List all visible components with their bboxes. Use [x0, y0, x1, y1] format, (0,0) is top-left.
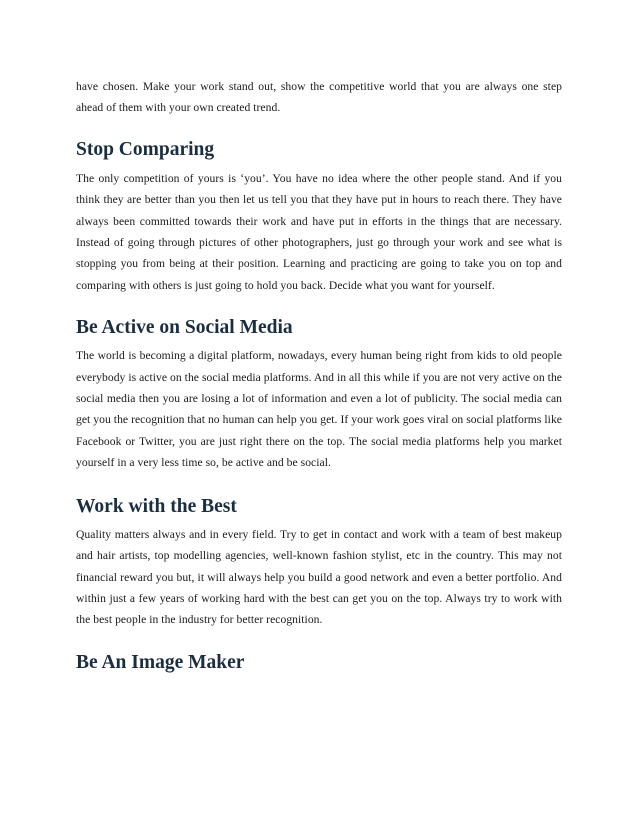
heading-work-with-the-best: Work with the Best: [76, 495, 237, 517]
paragraph-stop-comparing: The only competition of yours is ‘you’. You have no idea where the other people stand. And if you think they are better than you then let us tell you that they have put in hours to reach there. They have always been committed towards their work and have put in efforts in the things that are necessary. Instead of going through pictures of other photographers, just go through your work and see what is stopping you from being at their position. Learning and practicing are going to take you on top and comparing with others is just going to hold you back. Decide what you want for yourself.: [76, 171, 562, 292]
paragraph-be-active-on-social-media: The world is becoming a digital platform, nowadays, every human being right from kids to old people everybody is active on the social media platforms. And in all this while if you are not very active on the social media then you are losing a lot of information and even a lot of publicity. The social media can get you the recognition that no human can help you get. If your work goes viral on social platforms like Facebook or Twitter, you are just right there on the top. The social media platforms help you market yourself in a very less time so, be active and be social.: [76, 349, 562, 470]
heading-be-an-image-maker: Be An Image Maker: [76, 651, 245, 673]
heading-stop-comparing: Stop Comparing: [76, 138, 215, 160]
heading-be-active-on-social-media: Be Active on Social Media: [76, 317, 293, 339]
paragraph-work-with-the-best: Quality matters always and in every field. Try to get in contact and work with a team of best makeup and hair artists, top modelling agencies, well-known fashion stylist, etc in the country. This may not financial reward you but, it will always help you build a good network and even a better portfolio. And within just a few years of working hard with the best can get you on the top. Always try to work with the best people in the industry for better recognition.: [76, 527, 562, 627]
document-page: [76, 76, 562, 675]
intro-paragraph: have chosen. Make your work stand out, show the competitive world that you are always one step ahead of them with your own created trend.: [76, 80, 562, 115]
